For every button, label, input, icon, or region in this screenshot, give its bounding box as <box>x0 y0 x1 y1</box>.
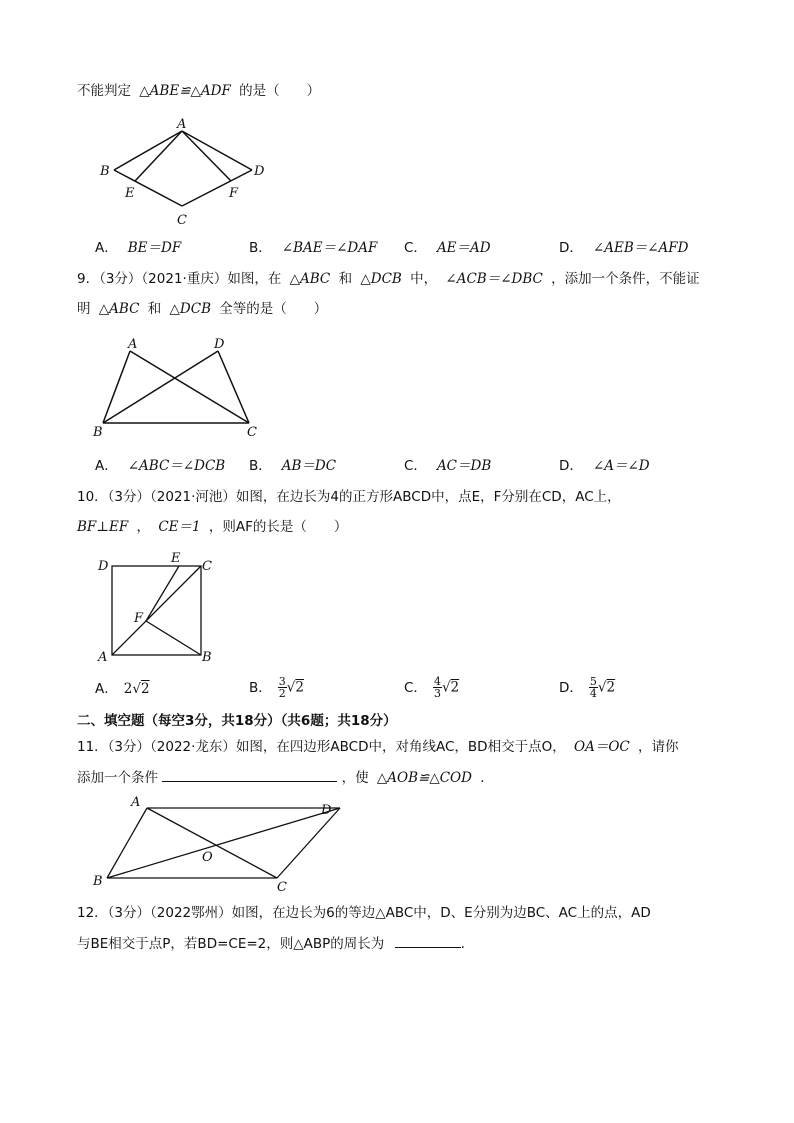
q9-option-a[interactable]: A． ∠ABC＝∠DCB <box>95 458 226 474</box>
q8-label-f: F <box>229 186 239 201</box>
q9-label-a: A <box>128 337 138 352</box>
q10-option-b[interactable]: B． $\frac{3}{2}$ √2 <box>249 675 304 700</box>
q10-seg-fb <box>146 621 201 655</box>
q8-label-d: D <box>254 164 265 179</box>
q9-option-c[interactable]: C． AC＝DB <box>404 458 492 474</box>
q10-label-b: B <box>202 650 212 665</box>
q8-seg-ae <box>135 131 182 181</box>
q10-diagonal-ac <box>112 566 201 655</box>
q9-label-b: B <box>93 425 103 440</box>
q9-seg-dc <box>218 351 249 423</box>
q9-stem-line1: 9．（3分）（2021·重庆）如图，在 △ABC 和 △DCB 中， ∠ACB＝∠DBC ，添加一个条件，不能证 <box>77 271 700 287</box>
q10-label-a: A <box>98 650 108 665</box>
q8-stem-b: 的是（ ） <box>239 83 321 99</box>
q9-label-d: D <box>214 337 225 352</box>
q11-label-o: O <box>202 850 213 865</box>
q8-option-a[interactable]: A． BE＝DF <box>95 240 182 256</box>
q9-seg-ab <box>103 351 130 423</box>
q10-option-a[interactable]: A． 2√2 <box>95 681 150 697</box>
q8-stem-math: △ABE≌△ADF <box>139 83 231 99</box>
q12-stem-line1: 12．（3分）（2022鄂州）如图，在边长为6的等边△ABC中，D、E分别为边BC、AC上的点，AD <box>77 905 651 921</box>
q8-figure <box>95 112 275 232</box>
q11-label-c: C <box>277 880 287 895</box>
q11-stem-line2: 添加一个条件 ，使 △AOB≌△COD ． <box>77 767 494 788</box>
q8-label-e: E <box>125 186 135 201</box>
q11-seg-dc <box>277 808 340 878</box>
q8-option-d[interactable]: D． ∠AEB＝∠AFD <box>559 240 689 256</box>
q9-figure <box>88 334 268 444</box>
q10-option-a-value: 2√2 <box>123 681 150 697</box>
q9-stem-line2: 明 △ABC 和 △DCB 全等的是（ ） <box>77 301 328 317</box>
q10-option-c[interactable]: C． $\frac{4}{3}$ √2 <box>404 675 460 700</box>
q8-label-b: B <box>100 164 110 179</box>
q11-label-d: D <box>321 803 332 818</box>
q11-figure <box>88 795 348 895</box>
q8-stem <box>77 81 320 101</box>
q10-option-d[interactable]: D． $\frac{5}{4}$ √2 <box>559 675 616 700</box>
q10-stem-line2: BF⊥EF ， CE＝1 ，则AF的长是（ ） <box>77 519 348 535</box>
q8-option-c[interactable]: C． AE＝AD <box>404 240 491 256</box>
q10-label-f: F <box>134 611 144 626</box>
q9-option-d[interactable]: D． ∠A＝∠D <box>559 458 650 474</box>
q11-diagonal-bd <box>107 808 340 878</box>
q10-label-c: C <box>202 559 212 574</box>
q11-label-b: B <box>93 874 103 889</box>
q8-seg-ad <box>182 131 252 170</box>
q10-option-d-frac: $\frac{5}{4}$ <box>589 675 597 700</box>
q11-label-a: A <box>131 795 141 810</box>
section2-title: 二、填空题（每空3分，共18分）（共6题；共18分） <box>77 713 397 729</box>
q10-option-c-frac: $\frac{4}{3}$ <box>433 675 441 700</box>
q8-label-c: C <box>177 213 187 228</box>
q11-diagonal-ac <box>147 808 277 878</box>
q9-label-c: C <box>247 425 257 440</box>
q10-option-b-frac: $\frac{3}{2}$ <box>278 675 286 700</box>
q10-figure <box>88 548 228 668</box>
q8-seg-dc <box>182 170 252 206</box>
q10-label-e: E <box>171 551 181 566</box>
q11-answer-blank[interactable] <box>162 767 337 782</box>
q8-stem-a: 不能判定 <box>77 83 131 99</box>
q9-seg-ac <box>130 351 249 423</box>
q12-stem-line2: 与BE相交于点P，若BD=CE=2，则△ABP的周长为 . <box>77 933 465 954</box>
q10-stem-line1: 10．（3分）（2021·河池）如图，在边长为4的正方形ABCD中，点E，F分别在CD，AC上， <box>77 489 621 505</box>
q11-stem-line1: 11．（3分）（2022·龙东）如图，在四边形ABCD中，对角线AC，BD相交于点O， OA＝OC ，请你 <box>77 739 679 755</box>
q8-seg-ab <box>114 131 182 170</box>
q10-label-d: D <box>98 559 109 574</box>
q9-option-b[interactable]: B． AB＝DC <box>249 458 337 474</box>
q9-seg-db <box>103 351 218 423</box>
q8-seg-af <box>182 131 231 181</box>
q8-option-b[interactable]: B． ∠BAE＝∠DAF <box>249 240 378 256</box>
q12-answer-blank[interactable] <box>395 933 461 948</box>
q8-label-a: A <box>177 117 187 132</box>
